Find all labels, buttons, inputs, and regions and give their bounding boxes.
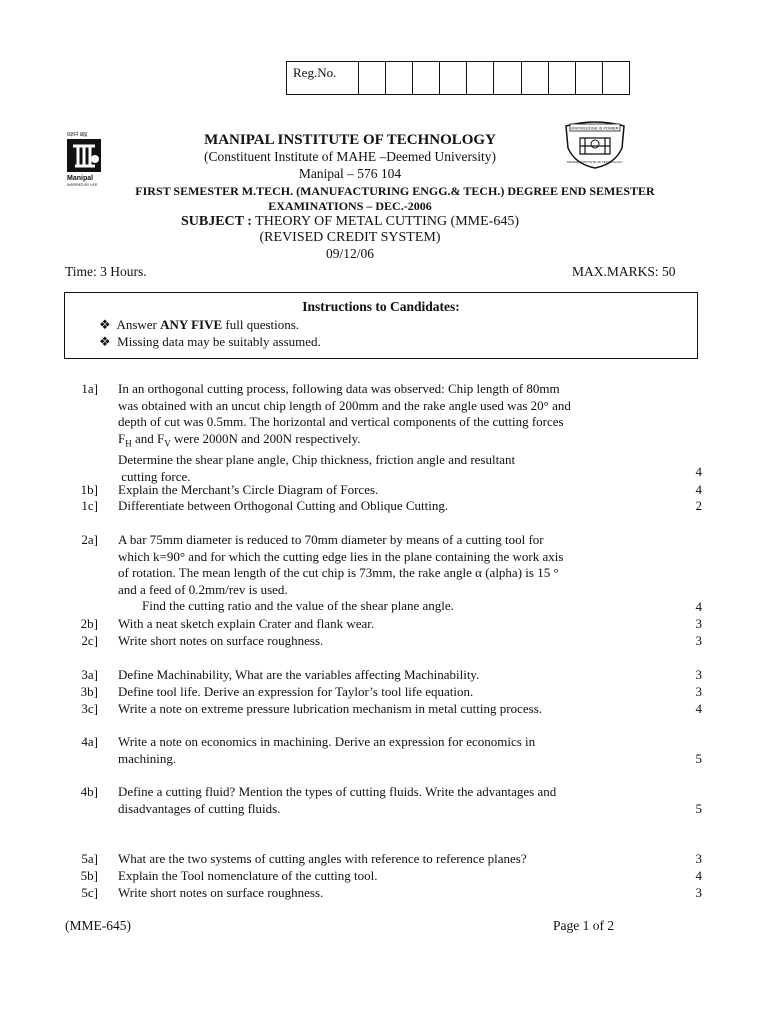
question-marks: 2 [695, 498, 702, 513]
question-marks: 4 [695, 599, 702, 614]
bullet-icon: ❖ [99, 334, 111, 349]
question-text: Define Machinability, What are the variables affecting Machinability. [118, 667, 480, 682]
reg-number-label: Reg.No. [287, 62, 359, 94]
question-marks: 4 [695, 464, 702, 479]
reg-number-box [286, 61, 630, 95]
instruction-emphasis: ANY FIVE [160, 317, 223, 332]
question-line: cutting force. [118, 468, 191, 484]
manipal-logo [66, 130, 108, 188]
instruction-text: Missing data may be suitably assumed. [117, 334, 321, 349]
question-marks: 3 [695, 667, 702, 682]
instruction-text: full questions. [222, 317, 300, 332]
reg-digit-cell [494, 62, 521, 94]
question-line: Determine the shear plane angle, Chip thickness, friction angle and resultant [118, 451, 516, 467]
question-text [118, 784, 663, 817]
instruction-text: Answer [116, 317, 161, 332]
question-line: Define a cutting fluid? Mention the types of cutting fluids. Write the advantages and [118, 784, 557, 799]
question-text: Differentiate between Orthogonal Cutting and Oblique Cutting. [118, 498, 449, 513]
question-text: Define tool life. Derive an expression for Taylor’s tool life equation. [118, 684, 474, 699]
reg-digit-cell [522, 62, 549, 94]
max-marks: MAX.MARKS: 50 [572, 264, 676, 279]
question-line: $F_H$ and $F_V$ were 2000N and 200N respectively. [118, 430, 361, 449]
question-line: Find the cutting ratio and the value of the shear plane angle. [142, 598, 454, 614]
question-text [118, 734, 663, 767]
question-line: A bar 75mm diameter is reduced to 70mm diameter by means of a cutting tool for [118, 532, 544, 547]
exam-time: Time: 3 Hours. [65, 264, 147, 279]
question-number: 2c] [81, 633, 98, 648]
question-text: Write a note on extreme pressure lubrication mechanism in metal cutting process. [118, 701, 543, 716]
question-line: which k=90° and for which the cutting edge lies in the plane containing the work axis [118, 548, 564, 564]
institute-subtitle: (Constituent Institute of MAHE –Deemed University) [203, 149, 497, 164]
question-marks: 5 [695, 751, 702, 766]
logo-manipal-text: Manipal [67, 175, 94, 182]
question-marks: 3 [695, 851, 702, 866]
question-line: disadvantages of cutting fluids. [118, 800, 281, 816]
question-number: 4a] [81, 734, 98, 749]
question-line: of rotation. The mean length of the cut chip is 73mm, the rake angle α (alpha) is 15 ° [118, 565, 559, 581]
question-text: With a neat sketch explain Crater and flank wear. [118, 616, 375, 631]
question-marks: 4 [695, 868, 702, 883]
question-text: Explain the Tool nomenclature of the cutting tool. [118, 868, 378, 883]
exam-title-line1: FIRST SEMESTER M.TECH. (MANUFACTURING ENGG.& TECH.) DEGREE END SEMESTER [135, 184, 655, 198]
question-text [118, 381, 663, 485]
question-marks: 4 [695, 701, 702, 716]
question-number: 5c] [81, 885, 98, 900]
exam-date: 09/12/06 [325, 246, 374, 261]
question-line: depth of cut was 0.5mm. The horizontal and vertical components of the cutting forces [118, 414, 564, 430]
question-text: Write short notes on surface roughness. [118, 633, 324, 648]
instruction-item [99, 334, 321, 350]
question-text: Write short notes on surface roughness. [118, 885, 324, 900]
mit-crest-logo [560, 120, 630, 170]
question-marks: 3 [695, 885, 702, 900]
reg-digit-cell [549, 62, 576, 94]
subject-line [150, 214, 550, 230]
question-number: 4b] [80, 784, 98, 799]
question-number: 3a] [81, 667, 98, 682]
instruction-item [99, 317, 299, 333]
exam-title-line2: EXAMINATIONS – DEC.-2006 [268, 199, 432, 213]
question-text [118, 532, 663, 615]
institute-address: Manipal – 576 104 [298, 166, 402, 181]
question-line: and a feed of 0.2mm/rev is used. [118, 581, 288, 597]
footer-course-code: (MME-645) [65, 918, 131, 933]
reg-digit-cell [603, 62, 629, 94]
question-text: What are the two systems of cutting angles with reference to reference planes? [118, 851, 527, 866]
crest-name-text: MANIPAL INSTITUTE OF TECHNOLOGY [567, 160, 623, 164]
instructions-title: Instructions to Candidates: [302, 299, 460, 314]
reg-digit-cell [386, 62, 413, 94]
reg-digit-cell [467, 62, 494, 94]
question-line: Write a note on economics in machining. Derive an expression for economics in [118, 734, 536, 749]
question-number: 3b] [80, 684, 98, 699]
logo-tagline-text: INSPIRED BY LIFE [67, 183, 98, 187]
question-marks: 5 [695, 801, 702, 816]
logo-sanskrit-text: प्रज्ञानं ब्रह्म [67, 132, 88, 138]
reg-digit-cell [413, 62, 440, 94]
crest-motto-text: KNOWLEDGE IS POWER [571, 125, 619, 131]
question-marks: 3 [695, 684, 702, 699]
reg-digit-cell [359, 62, 386, 94]
question-line: In an orthogonal cutting process, following data was observed: Chip length of 80mm [118, 381, 560, 396]
question-number: 2b] [80, 616, 98, 631]
question-number: 3c] [81, 701, 98, 716]
question-number: 5a] [81, 851, 98, 866]
question-number: 1c] [81, 498, 98, 513]
subject-label: SUBJECT : [180, 214, 252, 229]
footer-page-number: Page 1 of 2 [553, 918, 615, 933]
institute-name: MANIPAL INSTITUTE OF TECHNOLOGY [204, 132, 496, 148]
subject-name: THEORY OF METAL CUTTING (MME-645) [255, 214, 519, 229]
question-number: 5b] [80, 868, 98, 883]
question-line: machining. [118, 750, 177, 766]
question-marks: 3 [695, 616, 702, 631]
question-marks: 3 [695, 633, 702, 648]
bullet-icon: ❖ [99, 317, 111, 332]
question-number: 1b] [80, 482, 98, 497]
question-line: was obtained with an uncut chip length of 200mm and the rake angle used was 20° and [118, 397, 571, 413]
instructions-box [64, 292, 698, 359]
reg-digit-cell [440, 62, 467, 94]
revised-system: (REVISED CREDIT SYSTEM) [259, 230, 441, 245]
reg-digit-cell [576, 62, 603, 94]
question-marks: 4 [695, 482, 702, 497]
question-number: 2a] [81, 532, 98, 547]
question-number: 1a] [81, 381, 98, 396]
question-text: Explain the Merchant’s Circle Diagram of Forces. [118, 482, 379, 497]
